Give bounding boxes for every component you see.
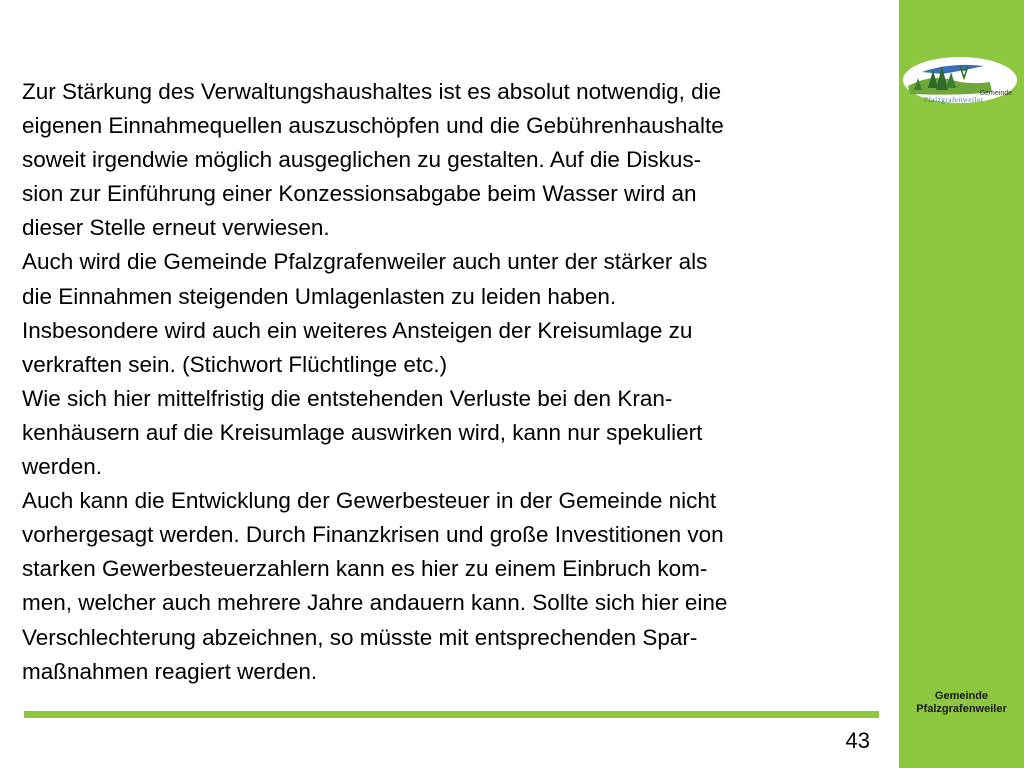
body-line-18: maßnahmen reagiert werden. (22, 658, 318, 684)
sidebar-label-line1: Gemeinde (934, 690, 989, 702)
body-line-10: Wie sich hier mittelfristig die entstehenden Verluste bei den Kran- (22, 385, 673, 411)
body-line-4: sion zur Einführung einer Konzessionsabgabe beim Wasser wird an (22, 181, 697, 207)
sidebar-label-line2: Pfalzgrafenweiler (916, 703, 1007, 715)
body-line-17: Verschlechterung abzeichnen, so müsste mit entsprechenden Spar- (22, 624, 698, 650)
sidebar-municipality-label (899, 690, 1024, 716)
logo-text-bottom: Pfalzgrafenweiler (924, 96, 984, 104)
page-number: 43 (845, 728, 870, 753)
footer-divider (24, 711, 879, 718)
body-line-2: eigenen Einnahmequellen auszuschöpfen und die Gebührenhaushalte (22, 113, 724, 139)
body-line-12: werden. (22, 454, 103, 480)
logo-text-top: Gemeinde (979, 90, 1012, 97)
body-line-11: kenhäusern auf die Kreisumlage auswirken wird, kann nur spekuliert (22, 419, 703, 445)
body-line-13: Auch kann die Entwicklung der Gewerbesteuer in der Gemeinde nicht (22, 488, 717, 514)
body-line-1: Zur Stärkung des Verwaltungshaushaltes ist es absolut notwendig, die (22, 79, 722, 104)
body-line-7: die Einnahmen steigenden Umlagenlasten zu leiden haben. (22, 283, 617, 309)
body-line-8: Insbesondere wird auch ein weiteres Ansteigen der Kreisumlage zu (22, 317, 693, 343)
body-line-9: verkraften sein. (Stichwort Flüchtlinge etc.) (22, 351, 448, 377)
body-text (22, 75, 922, 689)
body-line-5: dieser Stelle erneut verwiesen. (22, 215, 330, 241)
body-line-16: men, welcher auch mehrere Jahre andauern kann. Sollte sich hier eine (22, 590, 728, 616)
body-line-15: starken Gewerbesteuerzahlern kann es hier zu einem Einbruch kom- (22, 556, 708, 582)
body-line-3: soweit irgendwie möglich ausgeglichen zu gestalten. Auf die Diskus- (22, 147, 702, 173)
body-line-6: Auch wird die Gemeinde Pfalzgrafenweiler auch unter der stärker als (22, 249, 708, 275)
body-line-14: vorhergesagt werden. Durch Finanzkrisen und große Investitionen von (22, 522, 724, 548)
